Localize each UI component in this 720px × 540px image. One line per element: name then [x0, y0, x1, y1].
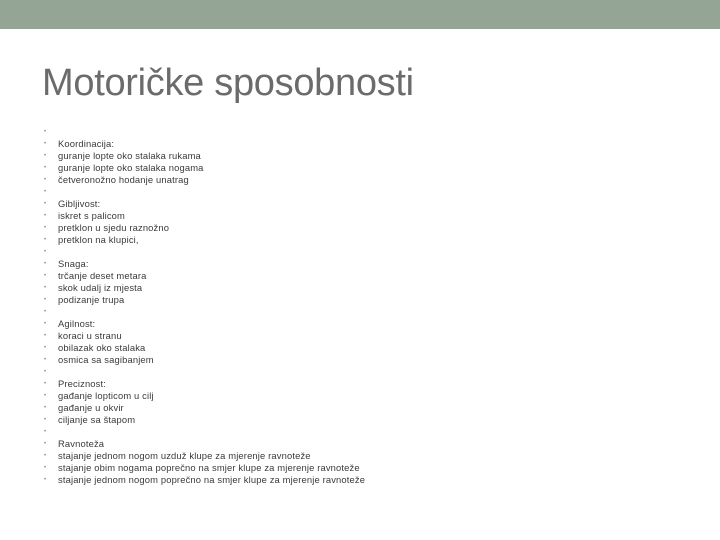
bullet-item [44, 414, 365, 426]
bullet-item [44, 126, 365, 138]
bullet-item [44, 258, 365, 270]
bullet-item [44, 246, 365, 258]
bullet-text: koraci u stranu [58, 330, 122, 341]
bullet-icon [44, 150, 52, 162]
bullet-text: osmica sa sagibanjem [58, 354, 154, 365]
bullet-text: stajanje obim nogama poprečno na smjer klupe za mjerenje ravnoteže [58, 462, 360, 473]
bullet-text: obilazak oko stalaka [58, 342, 146, 353]
bullet-item [44, 450, 365, 462]
slide-title: Motoričke sposobnosti [42, 62, 414, 104]
bullet-text: pretklon u sjedu raznožno [58, 222, 170, 233]
bullet-icon [44, 330, 52, 342]
bullet-text: Ravnoteža [58, 438, 105, 449]
bullet-item [44, 270, 365, 282]
bullet-icon [44, 138, 52, 150]
bullet-item [44, 378, 365, 390]
bullet-item [44, 318, 365, 330]
bullet-icon [44, 366, 52, 378]
bullet-item [44, 390, 365, 402]
bullet-text: guranje lopte oko stalaka rukama [58, 150, 201, 161]
bullet-icon [44, 198, 52, 210]
bullet-item [44, 366, 365, 378]
bullet-icon [44, 462, 52, 474]
bullet-icon [44, 390, 52, 402]
bullet-item [44, 162, 365, 174]
bullet-icon [44, 378, 52, 390]
bullet-icon [44, 234, 52, 246]
bullet-text: skok udalj iz mjesta [58, 282, 143, 293]
bullet-icon [44, 402, 52, 414]
bullet-item [44, 222, 365, 234]
bullet-icon [44, 450, 52, 462]
bullet-text: stajanje jednom nogom poprečno na smjer klupe za mjerenje ravnoteže [58, 474, 366, 485]
bullet-item [44, 402, 365, 414]
bullet-item [44, 354, 365, 366]
bullet-text: četveronožno hodanje unatrag [58, 174, 189, 185]
bullet-icon [44, 438, 52, 450]
bullet-icon [44, 162, 52, 174]
bullet-icon [44, 282, 52, 294]
bullet-item [44, 174, 365, 186]
bullet-item [44, 294, 365, 306]
bullet-item [44, 342, 365, 354]
bullet-icon [44, 174, 52, 186]
bullet-text: gađanje lopticom u cilj [58, 390, 154, 401]
bullet-text: Agilnost: [58, 318, 96, 329]
bullet-text: Koordinacija: [58, 138, 115, 149]
bullet-item [44, 438, 365, 450]
header-band [0, 0, 720, 29]
bullet-item [44, 210, 365, 222]
bullet-item [44, 138, 365, 150]
bullet-icon [44, 414, 52, 426]
bullet-icon [44, 426, 52, 438]
bullet-text: Preciznost: [58, 378, 107, 389]
bullet-list [44, 126, 365, 486]
bullet-text: ciljanje sa štapom [58, 414, 136, 425]
bullet-icon [44, 354, 52, 366]
bullet-text: pretklon na klupici, [58, 234, 139, 245]
bullet-icon [44, 186, 52, 198]
bullet-item [44, 474, 365, 486]
bullet-item [44, 462, 365, 474]
bullet-icon [44, 318, 52, 330]
bullet-icon [44, 222, 52, 234]
bullet-item [44, 306, 365, 318]
bullet-icon [44, 342, 52, 354]
bullet-text: guranje lopte oko stalaka nogama [58, 162, 204, 173]
bullet-icon [44, 294, 52, 306]
bullet-item [44, 426, 365, 438]
bullet-text: gađanje u okvir [58, 402, 124, 413]
bullet-item [44, 330, 365, 342]
bullet-text: stajanje jednom nogom uzduž klupe za mjerenje ravnoteže [58, 450, 311, 461]
bullet-item [44, 198, 365, 210]
bullet-item [44, 186, 365, 198]
bullet-icon [44, 306, 52, 318]
bullet-icon [44, 270, 52, 282]
bullet-text: podizanje trupa [58, 294, 125, 305]
bullet-item [44, 282, 365, 294]
bullet-text: Snaga: [58, 258, 89, 269]
bullet-text: trčanje deset metara [58, 270, 147, 281]
bullet-icon [44, 258, 52, 270]
bullet-item [44, 234, 365, 246]
bullet-text: iskret s palicom [58, 210, 125, 221]
bullet-icon [44, 474, 52, 486]
bullet-item [44, 150, 365, 162]
bullet-icon [44, 246, 52, 258]
bullet-icon [44, 210, 52, 222]
bullet-icon [44, 126, 52, 138]
bullet-text: Gibljivost: [58, 198, 101, 209]
